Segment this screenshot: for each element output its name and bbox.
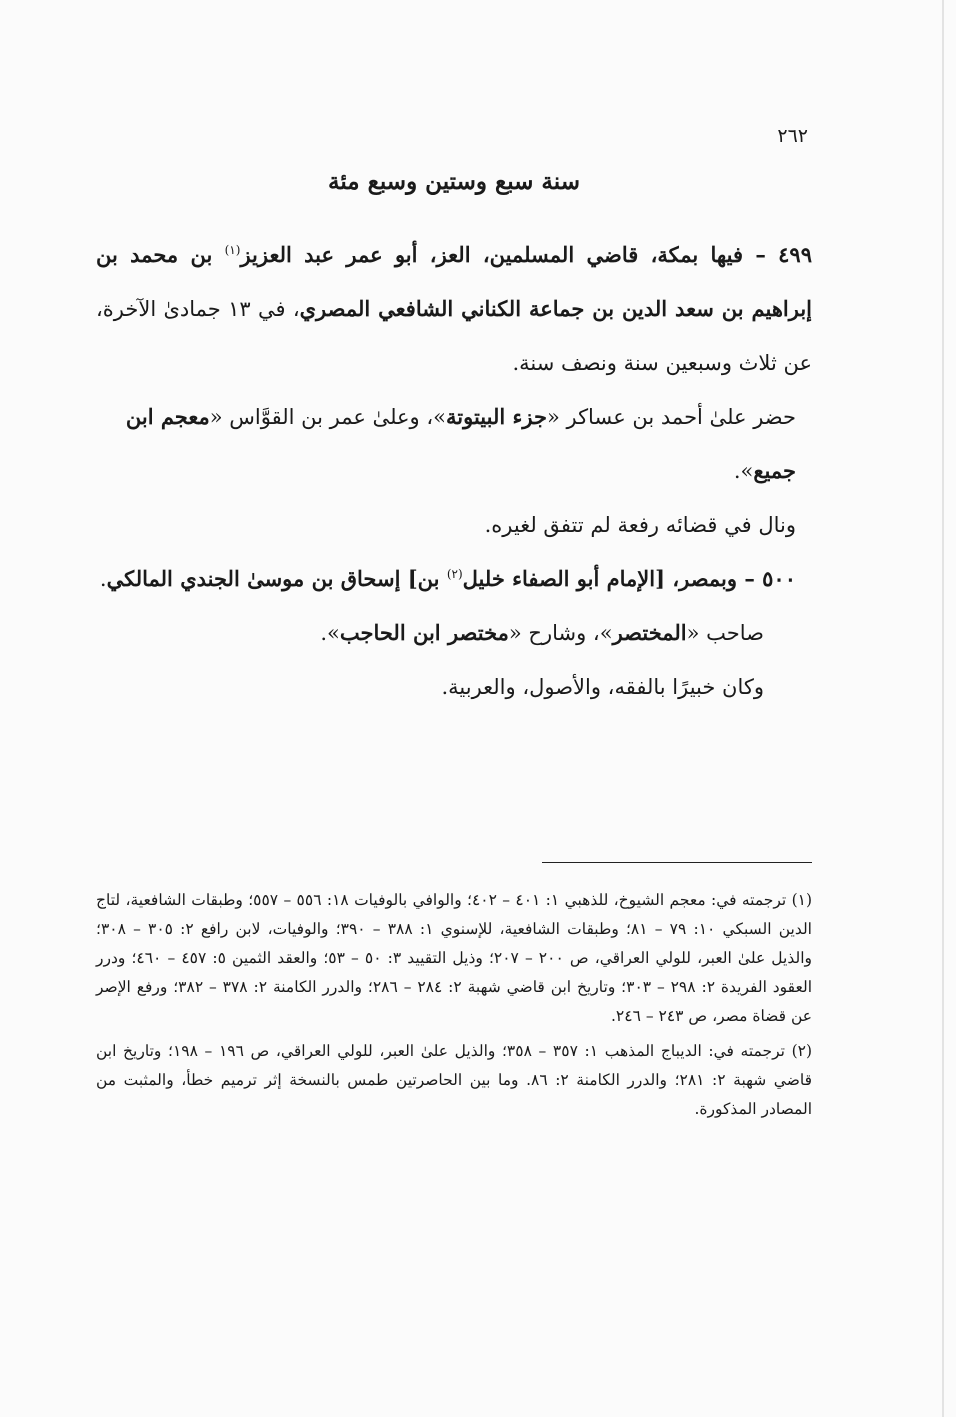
entry-499-name: قاضي المسلمين، العز، أبو عمر عبد العزيز [240, 242, 639, 267]
entry-500-note: وكان خبيرًا بالفقه، والأصول، والعربية. [441, 675, 764, 699]
footnote-ref-1: (١) [224, 243, 241, 257]
works-text-start: صاحب « [686, 621, 764, 645]
entry-500-name: [الإمام أبو الصفاء خليل [462, 566, 666, 591]
footnote-1: (١) ترجمته في: معجم الشيوخ، للذهبي ١: ٤٠١ – ٤٠٢؛ والوافي بالوفيات ١٨: ٥٥٦ – ٥٥٧؛ وطبقات الشافعية، لتاج الدين السبكي ١٠: ٧٩ – ٨١؛ وطبقات الشافعية، للإسنوي ١: ٣٨٨ – ٣٩٠؛ والوفيات، لابن رافع ٢: ٣٠٥ – ٣٠٨؛ والذيل علىٰ العبر، للولي العراقي، ص ٢٠٠ – ٢٠٧؛ وذيل التقييد ٣: ٥٠ – ٥٣؛ والعقد الثمين ٥: ٤٥٧ – ٤٦٠؛ ودرر العقود الفريدة ٢: ٢٩٨ – ٣٠٣؛ وتاريخ ابن قاضي شهبة ٢: ٢٨٤ – ٢٨٦؛ والدرر الكامنة ٢: ٣٧٨ – ٣٨٢؛ ورفع الإصر عن قضاة مصر، ص ٢٤٣ – ٢٤٦. [96, 891, 813, 1025]
entry-499-number: ٤٩٩ – فيها بمكة، [638, 242, 812, 267]
footnote-2: (٢) ترجمته في: الديباج المذهب ١: ٣٥٧ – ٣٥٨؛ والذيل علىٰ العبر، للولي العراقي، ص ١٩٦ – ١٩٨؛ وتاريخ ابن قاضي شهبة ٢: ٢٨١؛ والدرر الكامنة ٢: ٨٦. وما بين الحاصرتين طمس بالنسخة إثر ترميم خطأ، والمثبت من المصادر المذكورة. [96, 1042, 813, 1118]
entry-499-lineage: بن محمد بن إبراهيم بن سعد الدين بن جماعة الكناني الشافعي المصري [96, 242, 812, 321]
works-text-end: ». [320, 621, 340, 645]
page-number: ٢٦٢ [777, 125, 808, 147]
section-heading: سنة سبع وستين وسبع مئة [328, 168, 580, 195]
work-mujam-ibn-jumay: معجم ابن جميع [125, 404, 796, 483]
entry-499-teachers [96, 390, 812, 498]
entry-500-number: ٥٠٠ – وبمصر، [665, 566, 796, 591]
teachers-text-middle: »، وعلىٰ عمر بن القوَّاس « [209, 405, 446, 429]
footnotes [96, 886, 812, 1130]
entry-499-title [96, 228, 812, 390]
main-text [96, 228, 812, 714]
book-page [96, 0, 812, 1417]
entry-500-works [96, 606, 812, 660]
teachers-text-end: ». [733, 459, 754, 483]
footnote-divider [542, 862, 812, 863]
entry-500-end: . [99, 567, 107, 591]
work-mukhtasar-ibn-alhajib: مختصر ابن الحاجب [339, 620, 509, 645]
entry-500-title [96, 552, 812, 606]
page-edge-shadow [942, 0, 944, 1417]
entry-499-note: ونال في قضائه رفعة لم تتفق لغيره. [484, 513, 796, 537]
footnote-ref-2: (٢) [446, 567, 463, 581]
entry-499-date: ، في ١٣ جمادىٰ الآخرة، عن ثلاث وسبعين سنة ونصف سنة. [96, 297, 812, 375]
works-text-middle: »، وشارح « [508, 621, 613, 645]
work-almukhtasar: المختصر [612, 620, 687, 645]
work-juz-albaytuta: جزء البيتوتة [446, 404, 547, 429]
teachers-text-start: حضر علىٰ أحمد بن عساكر « [546, 405, 796, 429]
entry-500-lineage: بن] إسحاق بن موسىٰ الجندي المالكي [106, 566, 447, 591]
